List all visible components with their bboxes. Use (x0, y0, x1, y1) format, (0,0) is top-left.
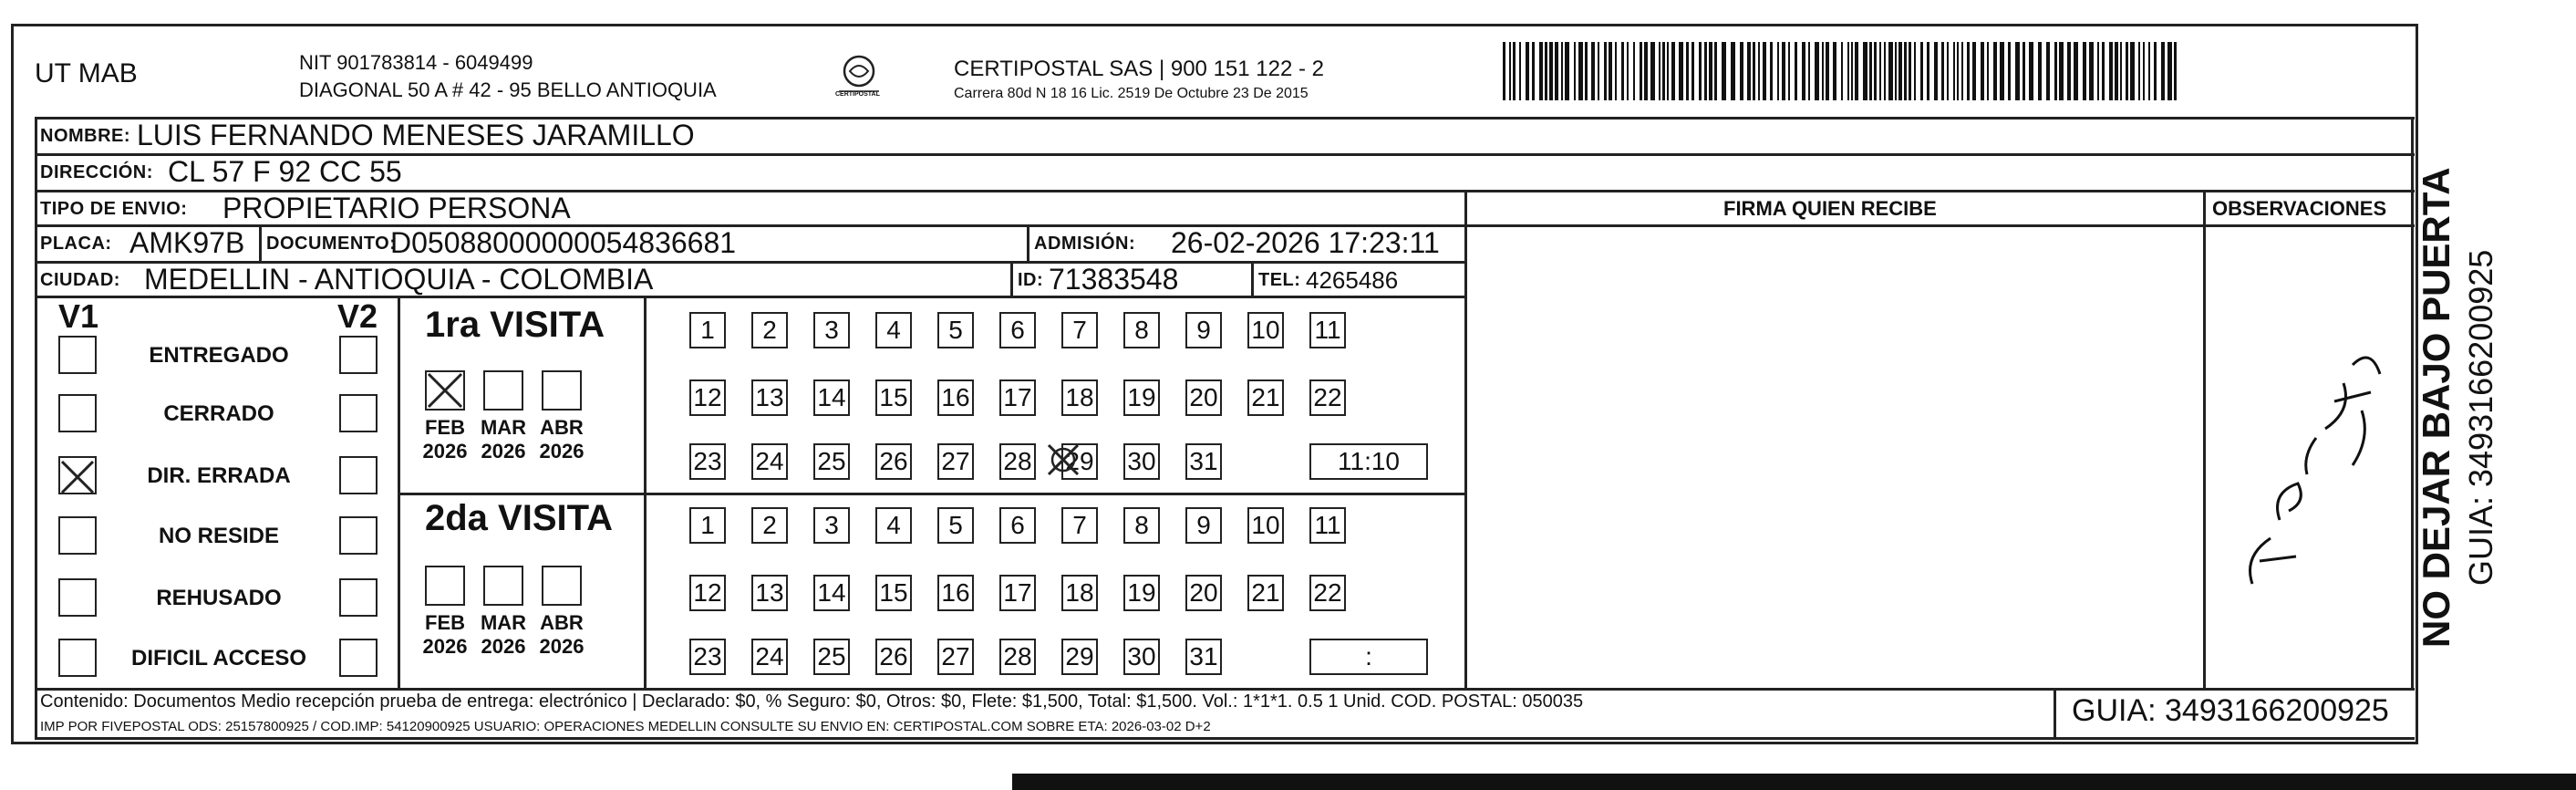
day-box[interactable]: 7 (1061, 312, 1098, 348)
company-nit: NIT 901783814 - 6049499 (299, 51, 533, 74)
month-checkbox[interactable] (542, 566, 582, 606)
day-box[interactable]: 24 (751, 639, 788, 675)
day-box[interactable]: 20 (1185, 575, 1222, 611)
month-label: MAR 2026 (480, 611, 527, 658)
tel-value: 4265486 (1306, 266, 1399, 294)
day-box[interactable]: 11 (1309, 312, 1346, 348)
placa-label: PLACA: (40, 234, 112, 254)
visit-time-box[interactable]: : (1309, 639, 1428, 675)
day-box[interactable]: 17 (999, 575, 1036, 611)
day-box[interactable]: 1 (689, 312, 726, 348)
day-box[interactable]: 26 (875, 639, 912, 675)
side-guia: GUIA: 3493166200925 (2462, 249, 2499, 586)
day-box[interactable]: 30 (1123, 639, 1160, 675)
day-box[interactable]: 19 (1123, 575, 1160, 611)
feb-check-mark (425, 370, 465, 411)
day-box[interactable]: 7 (1061, 507, 1098, 544)
month-checkbox[interactable] (483, 370, 523, 411)
day-box[interactable]: 16 (937, 379, 974, 416)
day-box[interactable]: 31 (1185, 639, 1222, 675)
day-box[interactable]: 14 (813, 379, 850, 416)
provider-name: CERTIPOSTAL SAS | 900 151 122 - 2 (954, 57, 1324, 81)
month-label: MAR 2026 (480, 416, 527, 463)
day-box[interactable]: 22 (1309, 379, 1346, 416)
v2-checkbox[interactable] (339, 336, 378, 374)
v1-label: V1 (58, 297, 99, 335)
day-box[interactable]: 29 (1061, 443, 1098, 480)
day-box[interactable]: 9 (1185, 312, 1222, 348)
day-box[interactable]: 28 (999, 639, 1036, 675)
day-box[interactable]: 21 (1247, 575, 1284, 611)
status-label: DIR. ERRADA (147, 463, 291, 488)
certipostal-logo: CERTIPOSTAL (832, 51, 886, 104)
month-label: FEB 2026 (422, 611, 468, 658)
v2-checkbox[interactable] (339, 639, 378, 677)
nombre-value: LUIS FERNANDO MENESES JARAMILLO (137, 119, 695, 151)
footer-content: Contenido: Documentos Medio recepción prueba de entrega: electrónico | Declarado: $0, % Seguro: $0, Otros: $0, Flete: $1,500, Total: $1,500. Vol.: 1*1*1. 0.5 1 Unid. COD. POSTAL: 050035 (40, 691, 1584, 712)
day-box[interactable]: 5 (937, 507, 974, 544)
visit-time-box[interactable]: 11:10 (1309, 443, 1428, 480)
v2-checkbox[interactable] (339, 578, 378, 617)
direccion-value: CL 57 F 92 CC 55 (168, 155, 402, 188)
nombre-label: NOMBRE: (40, 126, 131, 146)
id-value: 71383548 (1049, 263, 1179, 296)
day-box[interactable]: 23 (689, 639, 726, 675)
observaciones-label: OBSERVACIONES (2212, 197, 2387, 220)
day-box[interactable]: 27 (937, 639, 974, 675)
day-box[interactable]: 18 (1061, 575, 1098, 611)
month-label: FEB 2026 (422, 416, 468, 463)
day-box[interactable]: 8 (1123, 507, 1160, 544)
day-box[interactable]: 24 (751, 443, 788, 480)
day-box[interactable]: 3 (813, 312, 850, 348)
day-box[interactable]: 26 (875, 443, 912, 480)
v2-checkbox[interactable] (339, 516, 378, 555)
day-box[interactable]: 1 (689, 507, 726, 544)
v2-checkbox[interactable] (339, 394, 378, 432)
firma-label: FIRMA QUIEN RECIBE (1723, 197, 1937, 220)
tipo-envio-label: TIPO DE ENVIO: (40, 199, 188, 219)
day-box[interactable]: 14 (813, 575, 850, 611)
day-box[interactable]: 31 (1185, 443, 1222, 480)
month-label: ABR 2026 (539, 416, 585, 463)
day-box[interactable]: 29 (1061, 639, 1098, 675)
footer-guia: GUIA: 3493166200925 (2072, 693, 2389, 728)
side-warning: NO DEJAR BAJO PUERTA (2415, 167, 2457, 648)
v1-checkbox[interactable] (58, 394, 97, 432)
placa-value: AMK97B (129, 226, 245, 259)
day-box[interactable]: 13 (751, 575, 788, 611)
day-box[interactable]: 6 (999, 312, 1036, 348)
barcode (1503, 42, 2179, 100)
direccion-label: DIRECCIÓN: (40, 162, 153, 182)
day-box[interactable]: 12 (689, 379, 726, 416)
day-box[interactable]: 20 (1185, 379, 1222, 416)
status-label: ENTREGADO (149, 343, 289, 368)
visit2-title: 2da VISITA (425, 498, 613, 538)
status-label: NO RESIDE (158, 524, 280, 548)
provider-address: Carrera 80d N 18 16 Lic. 2519 De Octubre 23 De 2015 (954, 86, 1309, 101)
day-box[interactable]: 2 (751, 507, 788, 544)
admision-label: ADMISIÓN: (1034, 234, 1136, 254)
month-checkbox[interactable] (483, 566, 523, 606)
day-box[interactable]: 12 (689, 575, 726, 611)
day-box[interactable]: 15 (875, 575, 912, 611)
status-label: REHUSADO (156, 586, 282, 610)
admision-value: 26-02-2026 17:23:11 (1171, 226, 1440, 259)
day-box[interactable]: 10 (1247, 312, 1284, 348)
documento-label: DOCUMENTO: (266, 234, 397, 254)
month-checkbox[interactable] (542, 370, 582, 411)
documento-value: D05088000000054836681 (390, 226, 737, 259)
day-box[interactable]: 17 (999, 379, 1036, 416)
v1-checkbox[interactable] (58, 516, 97, 555)
ciudad-value: MEDELLIN - ANTIOQUIA - COLOMBIA (144, 263, 654, 296)
day-box[interactable]: 22 (1309, 575, 1346, 611)
dir-errada-check-mark (58, 458, 97, 496)
v2-checkbox[interactable] (339, 456, 378, 494)
tipo-envio-value: PROPIETARIO PERSONA (222, 192, 571, 224)
day-box[interactable]: 2 (751, 312, 788, 348)
day-box[interactable]: 19 (1123, 379, 1160, 416)
month-checkbox[interactable] (425, 566, 465, 606)
id-label: ID: (1018, 270, 1044, 290)
day-box[interactable]: 9 (1185, 507, 1222, 544)
day-box[interactable]: 4 (875, 507, 912, 544)
tel-label: TEL: (1258, 270, 1301, 290)
bottom-edge-shadow (1012, 774, 2576, 790)
day-box[interactable]: 4 (875, 312, 912, 348)
visit1-title: 1ra VISITA (425, 305, 605, 345)
day-box[interactable]: 23 (689, 443, 726, 480)
status-label: CERRADO (163, 401, 274, 426)
month-label: ABR 2026 (539, 611, 585, 658)
day-box[interactable]: 27 (937, 443, 974, 480)
day-box[interactable]: 6 (999, 507, 1036, 544)
footer-print-info: IMP POR FIVEPOSTAL ODS: 25157800925 / COD.IMP: 54120900925 USUARIO: OPERACIONES MEDELLIN CONSULTE SU ENVIO EN: CERTIPOSTAL.COM SOBRE ETA: 2026-03-02 D+2 (40, 719, 1211, 734)
company-name: UT MAB (35, 58, 138, 88)
day-28-check-mark (1045, 442, 1081, 478)
day-box[interactable]: 28 (999, 443, 1036, 480)
v1-checkbox[interactable] (58, 336, 97, 374)
day-box[interactable]: 21 (1247, 379, 1284, 416)
day-box[interactable]: 25 (813, 639, 850, 675)
status-label: DIFICIL ACCESO (130, 646, 306, 670)
handwritten-observation (2216, 328, 2398, 602)
day-box[interactable]: 10 (1247, 507, 1284, 544)
day-box[interactable]: 30 (1123, 443, 1160, 480)
day-box[interactable]: 16 (937, 575, 974, 611)
day-box[interactable]: 13 (751, 379, 788, 416)
day-box[interactable]: 5 (937, 312, 974, 348)
v1-checkbox[interactable] (58, 578, 97, 617)
day-box[interactable]: 8 (1123, 312, 1160, 348)
ciudad-label: CIUDAD: (40, 270, 120, 290)
day-box[interactable]: 25 (813, 443, 850, 480)
day-box[interactable]: 3 (813, 507, 850, 544)
v2-label: V2 (337, 297, 378, 335)
company-address: DIAGONAL 50 A # 42 - 95 BELLO ANTIOQUIA (299, 78, 717, 101)
v1-checkbox[interactable] (58, 639, 97, 677)
day-box[interactable]: 11 (1309, 507, 1346, 544)
day-box[interactable]: 15 (875, 379, 912, 416)
day-box[interactable]: 18 (1061, 379, 1098, 416)
